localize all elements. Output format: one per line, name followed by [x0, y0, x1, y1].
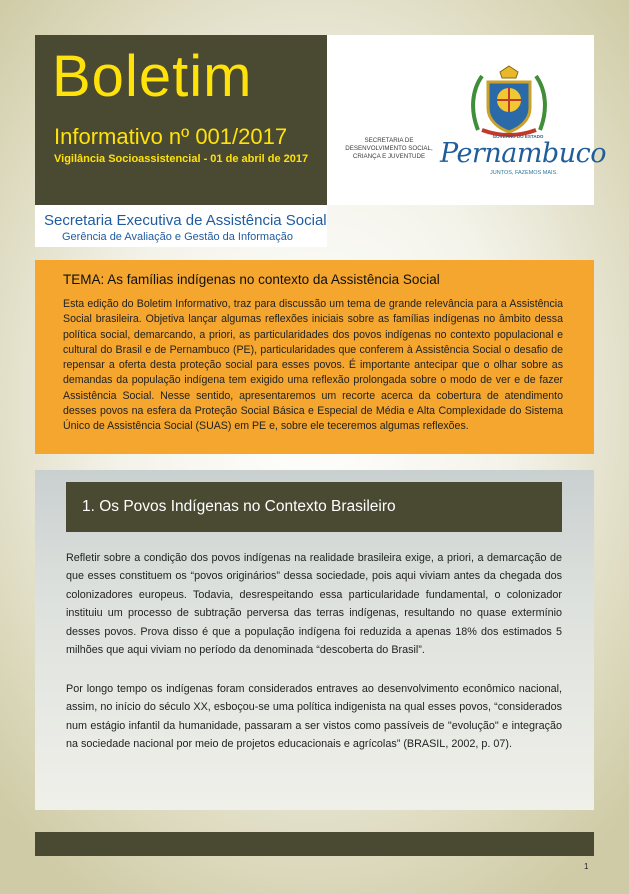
- boletim-title: Boletim: [52, 44, 253, 109]
- gerencia-subtitle: Gerência de Avaliação e Gestão da Informação: [62, 231, 293, 243]
- section-paragraph-1: Refletir sobre a condição dos povos indígenas na realidade brasileira exige, a priori, a demarcação de que esses constituem os “povos originários” dessa sociedade, pois aqui viviam antes da chegada dos colonizadores europeus. Todavia, desrespeitando essa particularidade fundamental, o colonizador instituiu um processo de subtração perversa das terras indígenas, resultando no quase extermínio desses povos. Prova disso é que a população indígena foi reduzida a apenas 18% dos estimados 5 milhões que aqui viviam no período da denominada “descoberta do Brasil”.: [66, 552, 562, 657]
- section-paragraph-2: Por longo tempo os indígenas foram considerados entraves ao desenvolvimento econômico nacional, assim, no início do século XX, esboçou-se uma política indigenista na qual esses povos, “considerados num estágio infantil da humanidade, passaram a ser vistos como passíveis de "evolução" e integração na sociedade nacional por meio de projetos educacionais e agrícolas” (BRASIL, 2002, p. 07).: [66, 683, 562, 751]
- governo-label: GOVERNO DO ESTADO: [492, 134, 544, 139]
- pernambuco-wordmark: Pernambuco: [440, 138, 606, 169]
- bulletin-date: Vigilância Socioassistencial - 01 de abril de 2017: [54, 153, 309, 165]
- tema-body: Esta edição do Boletim Informativo, traz para discussão um tema de grande relevância para a Assistência Social brasileira. Objetiva lançar algumas reflexões iniciais sobre as famílias indígenas no âmbito dessa política social, demarcando, a priori, as particularidades dos povos indígenas no contexto populacional e cultural do Brasil e de Pernambuco (PE), particularidades que conferem à Assistência Social o desafio de repensar a oferta desta proteção social para esses povos. É importante antecipar que o olhar sobre as demandas da população indígena tem exigido uma reflexão prolongada sobre o modo de ver e de fazer Assistência Social. Nesse sentido, apresentaremos um recorte acerca da cobertura de atendimento desses povos na esfera da Proteção Social Básica e Especial de Média e Alta Complexidade do Sistema Único de Assistência Social (SUAS) em PE e, sobre ele teceremos algumas reflexões.: [63, 298, 563, 433]
- tema-heading: TEMA: As famílias indígenas no contexto da Assistência Social: [63, 272, 440, 287]
- secretaria-logo-text: SECRETARIA DE DESENVOLVIMENTO SOCIAL, CRIANÇA E JUVENTUDE: [345, 137, 433, 160]
- pernambuco-coat-of-arms-icon: [468, 60, 550, 140]
- footer-bar: [35, 832, 594, 856]
- page-number: 1: [584, 862, 589, 871]
- government-slogan: JUNTOS, FAZEMOS MAIS.: [490, 170, 558, 176]
- section-title: 1. Os Povos Indígenas no Contexto Brasileiro: [82, 498, 396, 515]
- bulletin-number: Informativo nº 001/2017: [54, 124, 288, 149]
- logo-panel: [327, 35, 594, 205]
- secretaria-title: Secretaria Executiva de Assistência Social: [44, 212, 327, 229]
